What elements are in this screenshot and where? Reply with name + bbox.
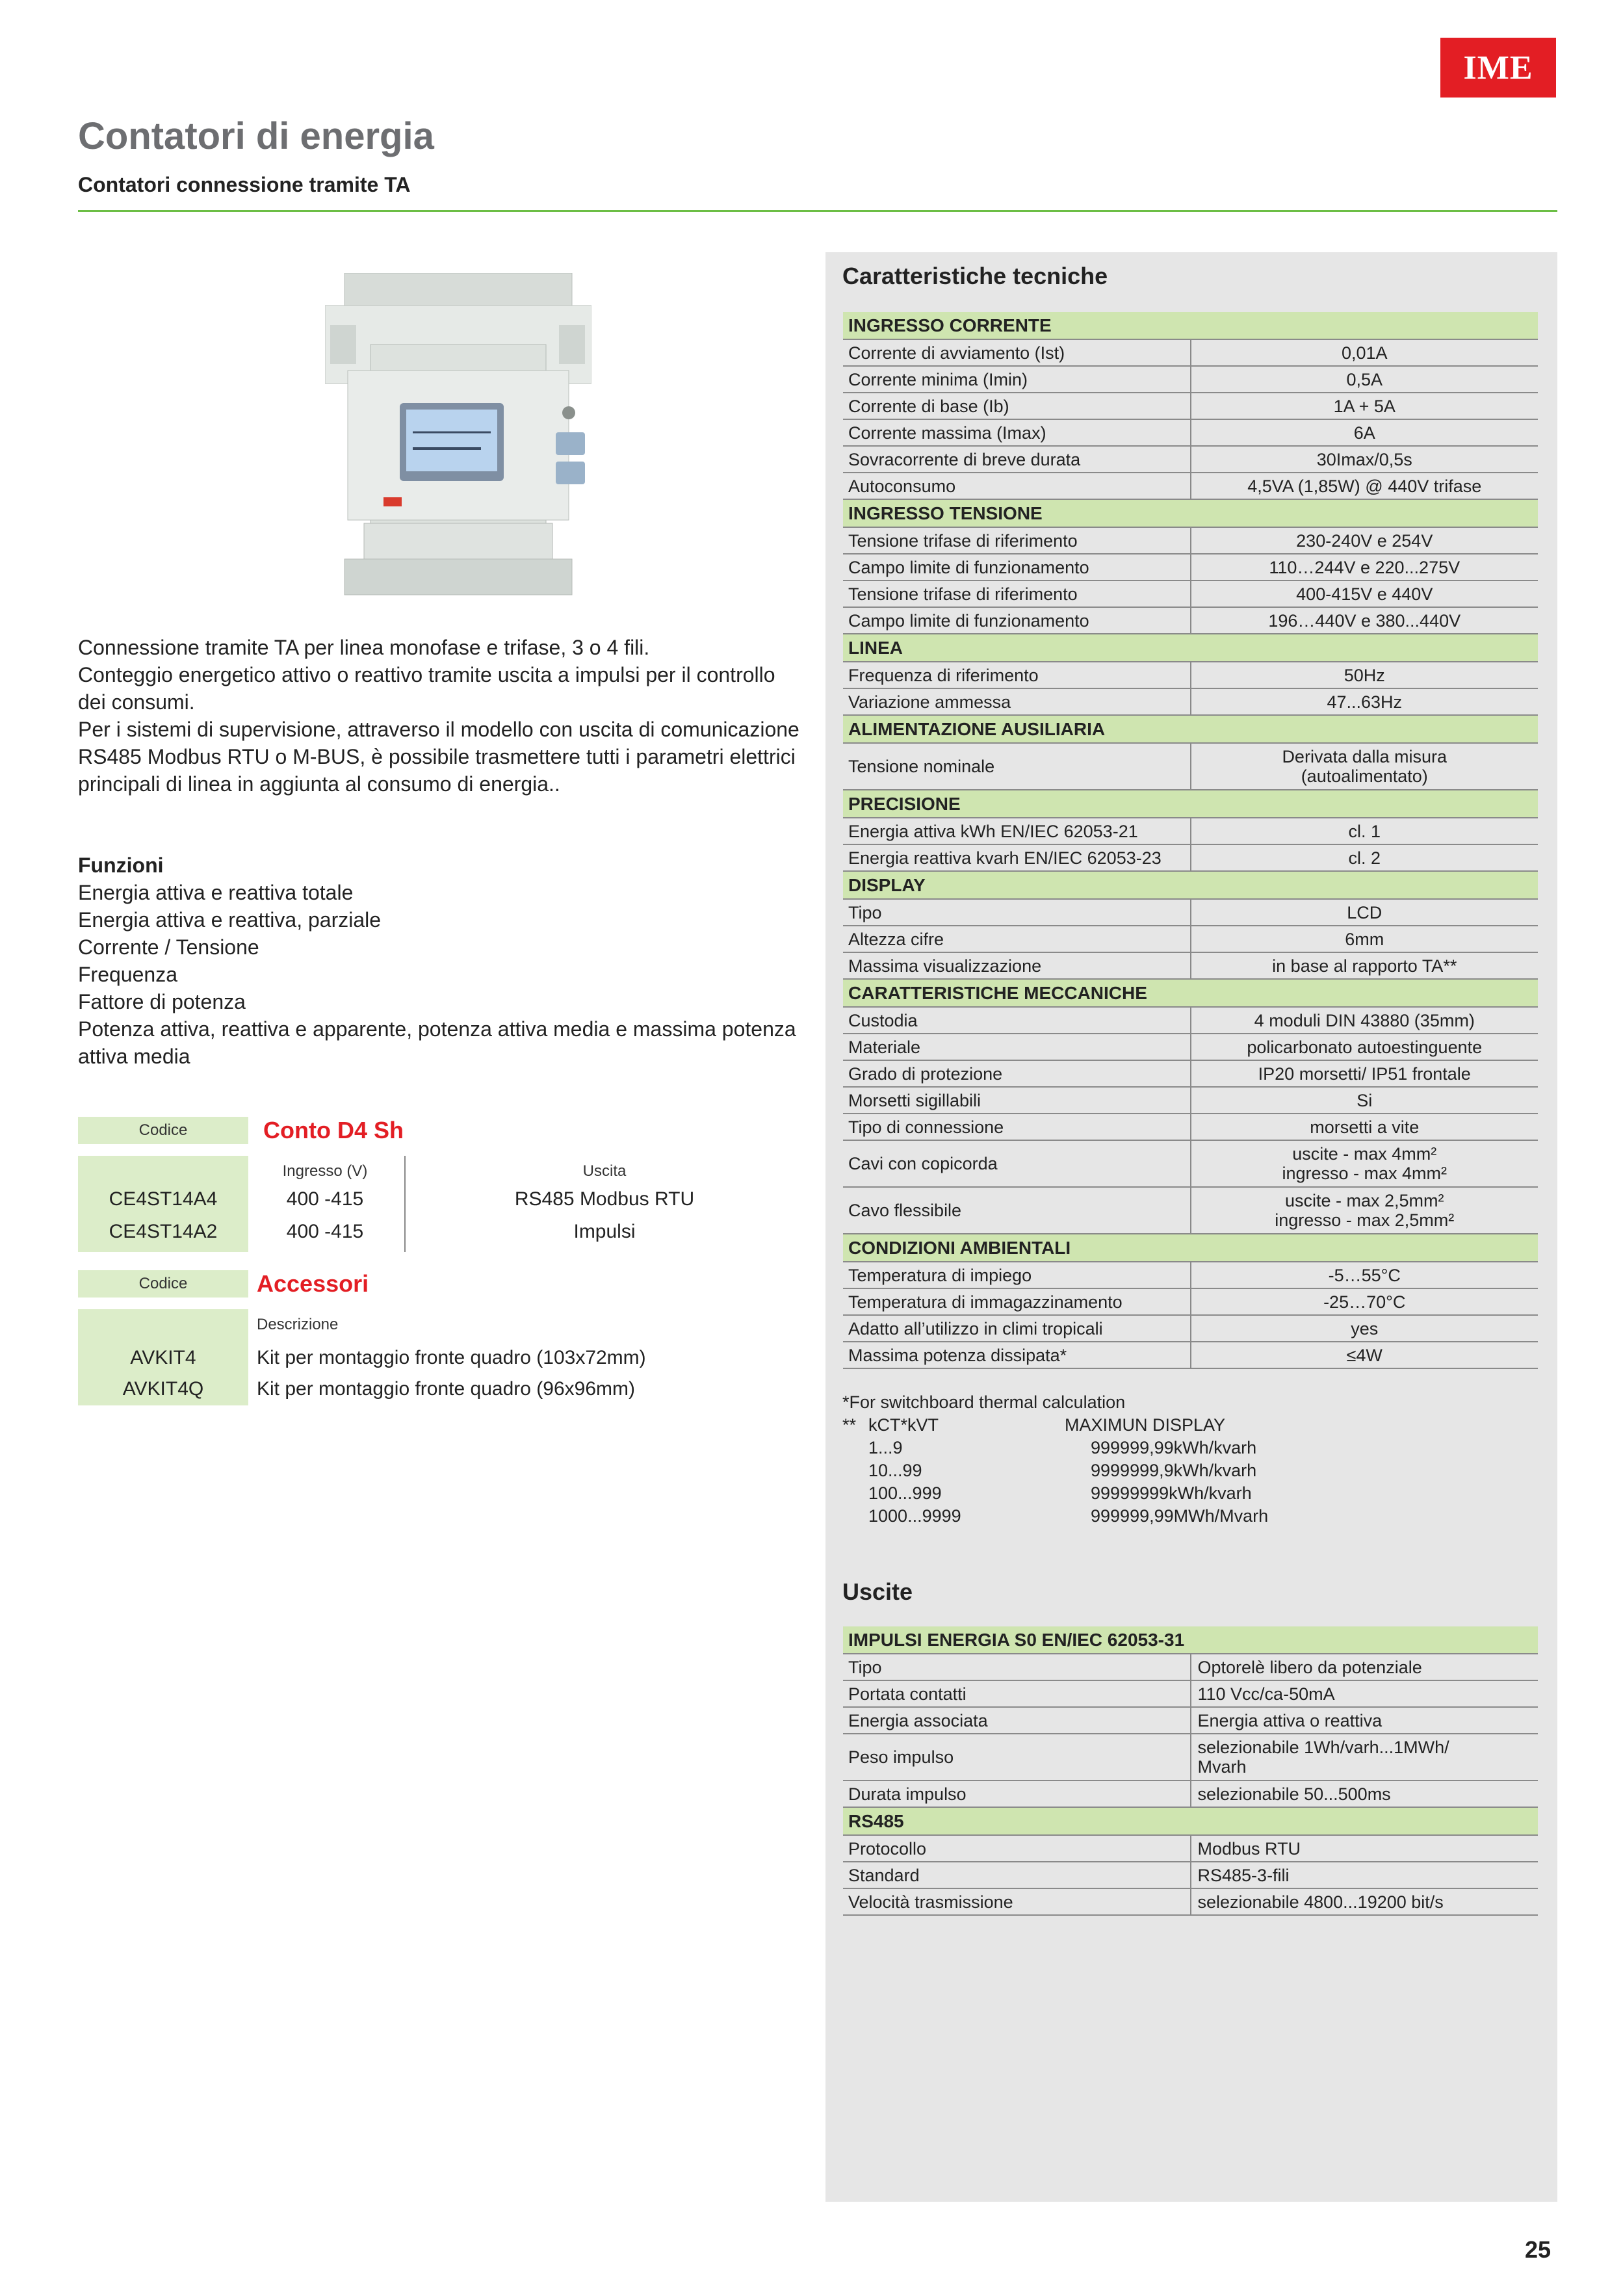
spec-label: Grado di protezione <box>843 1060 1191 1087</box>
spec-section-header <box>843 715 1538 743</box>
spec-label: Autoconsumo <box>843 473 1191 499</box>
accessory-code: AVKIT4 <box>130 1347 196 1368</box>
spec-section-header <box>843 312 1538 339</box>
function-item: Fattore di potenza <box>78 990 246 1013</box>
spec-value-line: yes <box>1351 1318 1379 1338</box>
page-number: 25 <box>1525 2236 1552 2263</box>
spec-value-line: 6mm <box>1345 929 1384 949</box>
note-col-b: MAXIMUN DISPLAY <box>1065 1415 1226 1435</box>
spec-label: Massima potenza dissipata* <box>843 1342 1191 1368</box>
spec-value <box>1191 339 1539 366</box>
note-col-a: kCT*kVT <box>868 1415 939 1435</box>
spec-section-title: CONDIZIONI AMBIENTALI <box>843 1234 1538 1262</box>
spec-section-header <box>843 499 1538 527</box>
spec-row <box>843 1114 1538 1140</box>
intro-text <box>78 634 799 798</box>
spec-section-title: DISPLAY <box>843 871 1538 899</box>
spec-label: Tipo di connessione <box>843 1114 1191 1140</box>
note-row <box>842 1505 1268 1528</box>
spec-value <box>1191 1680 1539 1707</box>
spec-value-line: 50Hz <box>1344 665 1385 685</box>
functions-list <box>78 852 799 1070</box>
spec-section-title: RS485 <box>843 1807 1538 1835</box>
spec-row <box>843 926 1538 952</box>
spec-value-line: (autoalimentato) <box>1301 766 1428 786</box>
spec-label: Temperatura di impiego <box>843 1262 1191 1288</box>
spec-value-line: Optorelè libero da potenziale <box>1197 1657 1422 1677</box>
spec-value-line: 0,5A <box>1346 369 1383 389</box>
spec-value-line: ingresso - max 2,5mm² <box>1275 1210 1455 1230</box>
header-divider <box>78 210 1557 212</box>
spec-value-line: 30Imax/0,5s <box>1316 449 1412 469</box>
spec-label: Corrente di base (Ib) <box>843 393 1191 419</box>
note-display: 999999,99MWh/Mvarh <box>1091 1506 1269 1526</box>
intro-paragraph: Connessione tramite TA per linea monofase e trifase, 3 o 4 fili. <box>78 636 650 659</box>
spec-section-title: INGRESSO CORRENTE <box>843 312 1538 339</box>
spec-label: Custodia <box>843 1007 1191 1034</box>
page-subtitle: Contatori connessione tramite TA <box>78 173 411 196</box>
spec-value-line: Mvarh <box>1197 1757 1247 1777</box>
spec-label: Massima visualizzazione <box>843 952 1191 979</box>
spec-label: Velocità trasmissione <box>843 1888 1191 1915</box>
accessory-description: Kit per montaggio fronte quadro (103x72mm) <box>257 1347 646 1368</box>
spec-value-line: selezionabile 50...500ms <box>1197 1784 1391 1804</box>
product-input: 400 -415 <box>286 1188 364 1210</box>
spec-section-header <box>843 1626 1538 1654</box>
spec-section-title: INGRESSO TENSIONE <box>843 499 1538 527</box>
spec-label: Tipo <box>843 1654 1191 1680</box>
spec-label: Tensione nominale <box>843 743 1191 790</box>
input-column-header: Ingresso (V) <box>282 1162 368 1180</box>
spec-label: Corrente massima (Imax) <box>843 419 1191 446</box>
spec-value <box>1191 1187 1539 1234</box>
spec-label: Variazione ammessa <box>843 688 1191 715</box>
spec-row <box>843 1262 1538 1288</box>
spec-value <box>1191 926 1539 952</box>
spec-row <box>843 1654 1538 1680</box>
spec-value-line: 400-415V e 440V <box>1296 584 1433 604</box>
spec-row <box>843 473 1538 499</box>
spec-value-line: selezionabile 4800...19200 bit/s <box>1197 1892 1444 1912</box>
spec-value <box>1191 1034 1539 1060</box>
spec-label: Cavo flessibile <box>843 1187 1191 1234</box>
spec-value <box>1191 1654 1539 1680</box>
spec-value <box>1191 1288 1539 1315</box>
spec-section-title: PRECISIONE <box>843 790 1538 818</box>
spec-row <box>843 662 1538 688</box>
note-range: 1...9 <box>868 1438 903 1457</box>
spec-value-line: selezionabile 1Wh/varh...1MWh/ <box>1197 1738 1449 1757</box>
spec-value-line: 196…440V e 380...440V <box>1268 610 1461 631</box>
spec-label: Frequenza di riferimento <box>843 662 1191 688</box>
spec-value <box>1191 1707 1539 1734</box>
spec-value-line: 110 Vcc/ca-50mA <box>1197 1684 1335 1704</box>
spec-value-line: Modbus RTU <box>1197 1838 1301 1859</box>
spec-label: Adatto all’utilizzo in climi tropicali <box>843 1315 1191 1342</box>
spec-value-line: morsetti a vite <box>1310 1117 1420 1137</box>
spec-row <box>843 1187 1538 1234</box>
spec-section-header <box>843 979 1538 1007</box>
note-header-row <box>842 1414 1268 1437</box>
function-item: Potenza attiva, reattiva e apparente, potenza attiva media e massima potenza attiva media <box>78 1017 796 1068</box>
spec-value-line: 6A <box>1353 423 1375 443</box>
spec-row <box>843 743 1538 790</box>
spec-label: Campo limite di funzionamento <box>843 554 1191 581</box>
note-range: 10...99 <box>868 1461 922 1480</box>
spec-value <box>1191 818 1539 844</box>
spec-label: Tipo <box>843 899 1191 926</box>
spec-value <box>1191 899 1539 926</box>
spec-row <box>843 1087 1538 1114</box>
spec-label: Morsetti sigillabili <box>843 1087 1191 1114</box>
spec-value-line: 110…244V e 220...275V <box>1269 557 1461 577</box>
spec-row <box>843 419 1538 446</box>
spec-section-header <box>843 1234 1538 1262</box>
spec-value-line: -5…55°C <box>1328 1265 1401 1285</box>
intro-paragraph: Conteggio energetico attivo o reattivo tramite uscita a impulsi per il controllo dei consumi. <box>78 663 775 714</box>
spec-row <box>843 1315 1538 1342</box>
note-marker: ** <box>842 1415 857 1435</box>
spec-row <box>843 1288 1538 1315</box>
spec-row <box>843 952 1538 979</box>
spec-value <box>1191 1262 1539 1288</box>
spec-section-header <box>843 1807 1538 1835</box>
spec-value <box>1191 1315 1539 1342</box>
spec-label: Tensione trifase di riferimento <box>843 581 1191 607</box>
note-range: 100...999 <box>868 1483 942 1503</box>
spec-row <box>843 1007 1538 1034</box>
spec-row <box>843 1888 1538 1915</box>
spec-value <box>1191 393 1539 419</box>
accessories-title: Accessori <box>257 1270 369 1297</box>
spec-value <box>1191 1781 1539 1807</box>
spec-row <box>843 527 1538 554</box>
spec-section-title: ALIMENTAZIONE AUSILIARIA <box>843 715 1538 743</box>
note-thermal: *For switchboard thermal calculation <box>842 1392 1126 1412</box>
note-row <box>842 1482 1268 1505</box>
spec-value <box>1191 1888 1539 1915</box>
spec-value-line: Si <box>1357 1090 1373 1110</box>
spec-value-line: uscite - max 2,5mm² <box>1284 1191 1444 1210</box>
spec-value-line: ≤4W <box>1346 1345 1383 1365</box>
ime-logo: IME <box>1440 38 1556 98</box>
spec-label: Sovracorrente di breve durata <box>843 446 1191 473</box>
spec-value <box>1191 1734 1539 1781</box>
spec-value <box>1191 1342 1539 1368</box>
function-item: Energia attiva e reattiva totale <box>78 881 354 904</box>
spec-value-line: uscite - max 4mm² <box>1292 1144 1437 1164</box>
spec-label: Energia reattiva kvarh EN/IEC 62053-23 <box>843 844 1191 871</box>
outputs-spec-table <box>843 1626 1538 1916</box>
spec-value-line: -25…70°C <box>1323 1292 1406 1312</box>
spec-value-line: cl. 2 <box>1348 848 1381 868</box>
spec-value <box>1191 1007 1539 1034</box>
spec-label: Altezza cifre <box>843 926 1191 952</box>
spec-row <box>843 899 1538 926</box>
spec-row <box>843 393 1538 419</box>
function-item: Corrente / Tensione <box>78 935 259 959</box>
spec-row <box>843 607 1538 634</box>
spec-value-line: 0,01A <box>1341 343 1388 363</box>
spec-row <box>843 446 1538 473</box>
function-item: Frequenza <box>78 963 177 986</box>
product-code-header: Codice <box>78 1117 248 1144</box>
spec-label: Campo limite di funzionamento <box>843 607 1191 634</box>
spec-label: Cavi con copicorda <box>843 1140 1191 1187</box>
table-notes <box>842 1391 1268 1528</box>
spec-value <box>1191 607 1539 634</box>
spec-value-line: 4 moduli DIN 43880 (35mm) <box>1254 1010 1475 1030</box>
spec-label: Energia attiva kWh EN/IEC 62053-21 <box>843 818 1191 844</box>
spec-value-line: Energia attiva o reattiva <box>1197 1710 1383 1730</box>
spec-row <box>843 1862 1538 1888</box>
spec-value <box>1191 1862 1539 1888</box>
spec-section-title: CARATTERISTICHE MECCANICHE <box>843 979 1538 1007</box>
spec-value-line: 47...63Hz <box>1327 692 1403 712</box>
spec-section-title: LINEA <box>843 634 1538 662</box>
spec-value-line: IP20 morsetti/ IP51 frontale <box>1258 1063 1471 1084</box>
note-display: 99999999kWh/kvarh <box>1091 1483 1252 1503</box>
product-code: CE4ST14A2 <box>109 1221 218 1242</box>
spec-section-header <box>843 790 1538 818</box>
functions-heading: Funzioni <box>78 854 164 877</box>
spec-row <box>843 1034 1538 1060</box>
spec-value-line: 1A + 5A <box>1333 396 1396 416</box>
spec-row <box>843 818 1538 844</box>
spec-label: Energia associata <box>843 1707 1191 1734</box>
spec-label: Temperatura di immagazzinamento <box>843 1288 1191 1315</box>
spec-value-line: cl. 1 <box>1348 821 1381 841</box>
spec-section-title: IMPULSI ENERGIA S0 EN/IEC 62053-31 <box>843 1626 1538 1654</box>
product-output: Impulsi <box>573 1221 636 1242</box>
energy-meter-photo <box>325 273 591 598</box>
spec-row <box>843 1707 1538 1734</box>
page-title: Contatori di energia <box>78 115 434 157</box>
note-row <box>842 1459 1268 1482</box>
function-item: Energia attiva e reattiva, parziale <box>78 908 382 932</box>
spec-label: Tensione trifase di riferimento <box>843 527 1191 554</box>
spec-value-line: policarbonato autoestinguente <box>1247 1037 1483 1057</box>
spec-label: Corrente minima (Imin) <box>843 366 1191 393</box>
outputs-title: Uscite <box>842 1578 913 1605</box>
spec-value <box>1191 527 1539 554</box>
output-column-header: Uscita <box>582 1162 627 1180</box>
accessory-description: Kit per montaggio fronte quadro (96x96mm) <box>257 1378 635 1400</box>
spec-value-line: LCD <box>1347 902 1383 922</box>
spec-value <box>1191 419 1539 446</box>
spec-row <box>843 844 1538 871</box>
spec-value-line: in base al rapporto TA** <box>1272 956 1457 976</box>
spec-row <box>843 366 1538 393</box>
spec-row <box>843 554 1538 581</box>
spec-section-header <box>843 871 1538 899</box>
spec-row <box>843 1140 1538 1187</box>
spec-value-line: RS485-3-fili <box>1197 1865 1290 1885</box>
spec-value <box>1191 688 1539 715</box>
spec-value <box>1191 844 1539 871</box>
spec-label: Standard <box>843 1862 1191 1888</box>
note-row <box>842 1437 1268 1459</box>
spec-value <box>1191 952 1539 979</box>
spec-label: Durata impulso <box>843 1781 1191 1807</box>
spec-row <box>843 1342 1538 1368</box>
intro-paragraph: Per i sistemi di supervisione, attraverso il modello con uscita di comunicazione RS485 Modbus RTU o M-BUS, è possibile trasmettere tutti i parametri elettrici principali di linea in aggiunta al consumo di energia.. <box>78 718 799 796</box>
description-column-header: Descrizione <box>257 1316 339 1333</box>
spec-value <box>1191 366 1539 393</box>
accessory-code-header: Codice <box>78 1270 248 1298</box>
product-output: RS485 Modbus RTU <box>514 1188 695 1210</box>
spec-row <box>843 339 1538 366</box>
spec-value <box>1191 446 1539 473</box>
spec-value-line: 4,5VA (1,85W) @ 440V trifase <box>1247 476 1482 496</box>
tech-spec-table <box>843 312 1538 1369</box>
spec-row <box>843 1734 1538 1781</box>
spec-value <box>1191 1087 1539 1114</box>
tech-title: Caratteristiche tecniche <box>842 263 1108 289</box>
spec-value <box>1191 662 1539 688</box>
spec-row <box>843 688 1538 715</box>
spec-label: Protocollo <box>843 1835 1191 1862</box>
spec-value-line: 230-240V e 254V <box>1296 530 1433 551</box>
spec-section-header <box>843 634 1538 662</box>
spec-label: Portata contatti <box>843 1680 1191 1707</box>
accessory-code: AVKIT4Q <box>122 1378 204 1400</box>
product-title: Conto D4 Sh <box>263 1117 404 1143</box>
spec-value-line: ingresso - max 4mm² <box>1282 1164 1448 1183</box>
spec-value <box>1191 473 1539 499</box>
spec-row <box>843 1060 1538 1087</box>
spec-value <box>1191 1835 1539 1862</box>
column-divider <box>404 1156 406 1252</box>
spec-row <box>843 1680 1538 1707</box>
note-range: 1000...9999 <box>868 1506 961 1526</box>
spec-label: Materiale <box>843 1034 1191 1060</box>
note-display: 9999999,9kWh/kvarh <box>1091 1461 1257 1480</box>
spec-value <box>1191 743 1539 790</box>
spec-value <box>1191 581 1539 607</box>
spec-row <box>843 1835 1538 1862</box>
note-display: 999999,99kWh/kvarh <box>1091 1438 1257 1457</box>
spec-value <box>1191 1114 1539 1140</box>
product-code: CE4ST14A4 <box>109 1188 218 1210</box>
spec-label: Peso impulso <box>843 1734 1191 1781</box>
product-input: 400 -415 <box>286 1221 364 1242</box>
spec-value <box>1191 554 1539 581</box>
spec-value <box>1191 1060 1539 1087</box>
spec-label: Corrente di avviamento (Ist) <box>843 339 1191 366</box>
spec-row <box>843 581 1538 607</box>
spec-value <box>1191 1140 1539 1187</box>
spec-value-line: Derivata dalla misura <box>1282 747 1448 766</box>
spec-row <box>843 1781 1538 1807</box>
